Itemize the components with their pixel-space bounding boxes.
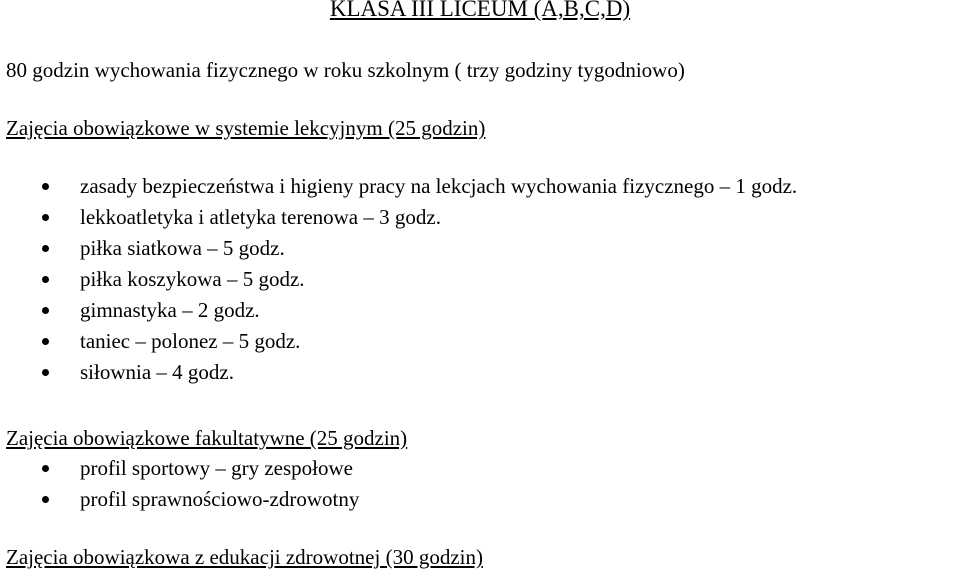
list-item-text: taniec – polonez – 5 godz. <box>80 329 301 353</box>
section-heading-edukacja-zdrowotna: Zajęcia obowiązkowa z edukacji zdrowotnej (30 godzin) <box>6 545 483 569</box>
list-item-text: zasady bezpieczeństwa i higieny pracy na lekcjach wychowania fizycznego – 1 godz. <box>80 174 798 198</box>
section-heading-fakultatywne: Zajęcia obowiązkowe fakultatywne (25 godzin) <box>6 426 408 450</box>
document-title: KLASA III LICEUM (A,B,C,D) <box>329 0 631 21</box>
bullet-icon <box>42 465 49 472</box>
bullet-icon <box>42 496 49 503</box>
bullet-icon <box>42 369 49 376</box>
list-item-text: piłka siatkowa – 5 godz. <box>80 236 285 260</box>
bullet-icon <box>42 214 49 221</box>
list-item-text: profil sprawnościowo-zdrowotny <box>80 487 360 511</box>
list-item-text: gimnastyka – 2 godz. <box>80 298 260 322</box>
list-item-text: profil sportowy – gry zespołowe <box>80 456 353 480</box>
bullet-icon <box>42 245 49 252</box>
bullet-icon <box>42 338 49 345</box>
list-item-text: siłownia – 4 godz. <box>80 360 234 384</box>
bullet-icon <box>42 307 49 314</box>
bullet-icon <box>42 183 49 190</box>
list-item-text: lekkoatletyka i atletyka terenowa – 3 godz. <box>80 205 441 229</box>
list-item-text: piłka koszykowa – 5 godz. <box>80 267 305 291</box>
bullet-icon <box>42 276 49 283</box>
intro-text: 80 godzin wychowania fizycznego w roku szkolnym ( trzy godziny tygodniowo) <box>6 58 685 82</box>
section-heading-lekcyjne: Zajęcia obowiązkowe w systemie lekcyjnym (25 godzin) <box>6 116 486 140</box>
